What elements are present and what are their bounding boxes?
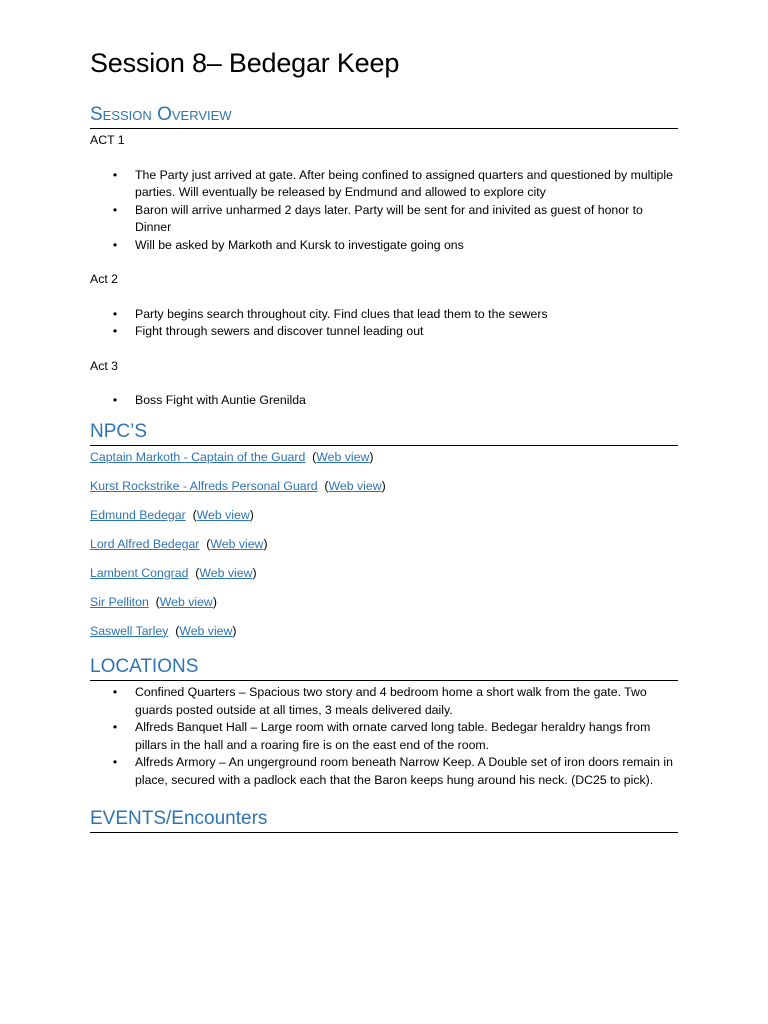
web-view-link[interactable]: Web view	[196, 507, 250, 522]
npc-link-sir-pelliton[interactable]: Sir Pelliton	[90, 594, 149, 609]
npc-row: Sir Pelliton (Web view)	[90, 594, 217, 609]
npc-link-edmund-bedegar[interactable]: Edmund Bedegar	[90, 507, 186, 522]
bullet-icon: •	[112, 202, 118, 217]
npc-row: Captain Markoth - Captain of the Guard (Web view)	[90, 449, 374, 464]
list-item: • Baron will arrive unharmed 2 days later. Party will be sent for and inivited as guest of honor to Dinner	[90, 202, 678, 237]
act-1-label: ACT 1	[90, 133, 125, 147]
bullet-icon: •	[112, 306, 118, 321]
web-view-link[interactable]: Web view	[328, 478, 382, 493]
web-view-link[interactable]: Web view	[210, 536, 264, 551]
npc-row: Lord Alfred Bedegar (Web view)	[90, 536, 268, 551]
npc-link-lord-alfred-bedegar[interactable]: Lord Alfred Bedegar	[90, 536, 200, 551]
npcs-section	[90, 449, 678, 641]
npc-link-saswell-tarley[interactable]: Saswell Tarley	[90, 623, 169, 638]
bullet-icon: •	[112, 237, 118, 252]
document-body	[90, 46, 678, 836]
list-item: • Confined Quarters – Spacious two story and 4 bedroom home a short walk from the gate. Two guards posted outside at all times, 3 meals delivered daily.	[90, 684, 678, 719]
session-overview-section	[90, 132, 678, 410]
npc-link-lambent-congrad[interactable]: Lambent Congrad	[90, 565, 189, 580]
list-item: • Will be asked by Markoth and Kursk to investigate going ons	[90, 237, 678, 255]
list-item: • Alfreds Banquet Hall – Large room with ornate carved long table. Bedegar heraldry hangs from pillars in the hall and a roaring fire is on the east end of the room.	[90, 719, 678, 754]
bullet-icon: •	[112, 324, 118, 338]
act-3-list	[90, 392, 678, 410]
act-1-list	[90, 167, 678, 255]
web-view-link[interactable]: Web view	[159, 594, 213, 609]
npc-link-kurst-rockstrike[interactable]: Kurst Rockstrike - Alfreds Personal Guard	[90, 478, 318, 493]
web-view-link[interactable]: Web view	[199, 565, 253, 580]
list-item: • Alfreds Armory – An ungerground room beneath Narrow Keep. A Double set of iron doors remain in place, secured with a padlock each that the Baron keeps hung around his neck. (DC25 to pick).	[90, 754, 678, 789]
bullet-icon: •	[112, 755, 118, 769]
npcs-heading: NPC’S	[90, 420, 678, 446]
npc-row: Kurst Rockstrike - Alfreds Personal Guard (Web view)	[90, 478, 386, 493]
document-title: Session 8– Bedegar Keep	[90, 48, 400, 78]
npc-row: Edmund Bedegar (Web view)	[90, 507, 254, 522]
locations-heading: LOCATIONS	[90, 655, 678, 681]
web-view-link[interactable]: Web view	[316, 449, 370, 464]
bullet-icon: •	[112, 685, 118, 699]
web-view-link[interactable]: Web view	[179, 623, 233, 638]
list-item: • Party begins search throughout city. Find clues that lead them to the sewers	[90, 306, 678, 324]
bullet-icon: •	[112, 720, 118, 734]
npc-row: Saswell Tarley (Web view)	[90, 623, 237, 638]
locations-list	[90, 684, 678, 789]
events-encounters-heading: EVENTS/Encounters	[90, 807, 678, 833]
list-item: • Fight through sewers and discover tunnel leading out	[90, 323, 678, 341]
bullet-icon: •	[112, 167, 118, 182]
list-item: • Boss Fight with Auntie Grenilda	[90, 392, 678, 410]
locations-section	[90, 684, 678, 789]
npc-link-captain-markoth[interactable]: Captain Markoth - Captain of the Guard	[90, 449, 306, 464]
bullet-icon: •	[112, 393, 118, 407]
act-2-list	[90, 306, 678, 341]
act-2-label: Act 2	[90, 272, 119, 286]
list-item: • The Party just arrived at gate. After being confined to assigned quarters and questioned by multiple parties. Will eventually be released by Endmund and allowed to explore city	[90, 167, 678, 202]
session-overview-heading: Session Overview	[90, 103, 678, 129]
npc-row: Lambent Congrad (Web view)	[90, 565, 257, 580]
act-3-label: Act 3	[90, 358, 119, 373]
